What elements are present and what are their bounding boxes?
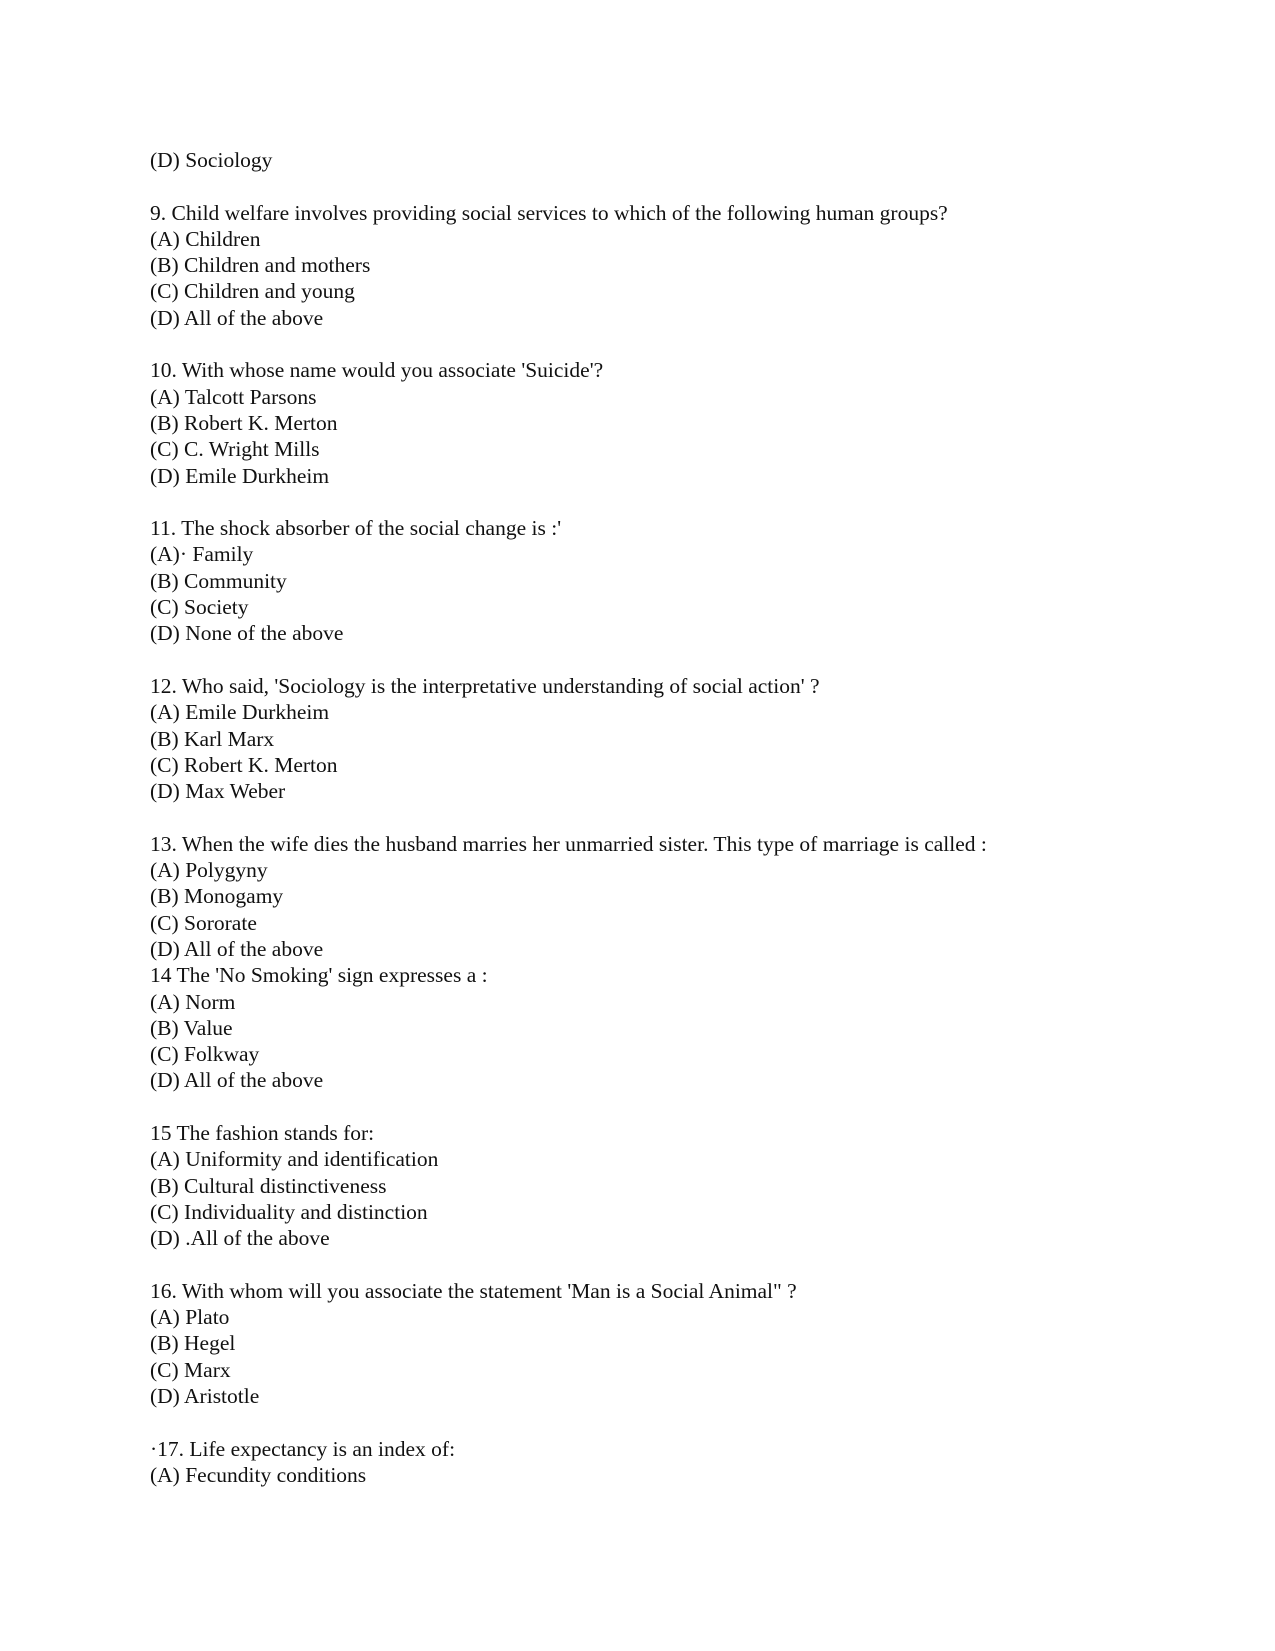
option-b-q15: (B) Cultural distinctiveness <box>150 1173 387 1198</box>
spacer <box>150 1094 1230 1120</box>
option-a-q12: (A) Emile Durkheim <box>150 700 330 725</box>
option-a-q9: (A) Children <box>150 226 261 251</box>
option-a-q16: (A) Plato <box>150 1305 230 1330</box>
spacer <box>150 1409 1230 1435</box>
document-page <box>150 147 1230 1488</box>
option-c-q16: (C) Marx <box>150 1357 231 1382</box>
question-9: 9. Child welfare involves providing social services to which of the following human groups? <box>150 200 948 225</box>
option-d-q15: (D) .All of the above <box>150 1226 330 1251</box>
option-a-q17: (A) Fecundity conditions <box>150 1462 367 1487</box>
option-c-q11: (C) Society <box>150 595 249 620</box>
option-d-q12: (D) Max Weber <box>150 779 286 804</box>
spacer <box>150 173 1230 199</box>
option-d-q8: (D) Sociology <box>150 148 273 172</box>
question-10: 10. With whose name would you associate 'Suicide'? <box>150 358 604 383</box>
option-a-q11: (A)· Family <box>150 542 254 567</box>
question-17: ·17. Life expectancy is an index of: <box>150 1436 456 1461</box>
option-d-q14: (D) All of the above <box>150 1068 324 1093</box>
spacer <box>150 804 1230 830</box>
question-14: 14 The 'No Smoking' sign expresses a : <box>150 963 488 988</box>
option-b-q16: (B) Hegel <box>150 1331 236 1356</box>
option-b-q9: (B) Children and mothers <box>150 253 371 278</box>
question-15: 15 The fashion stands for: <box>150 1120 375 1145</box>
question-13: 13. When the wife dies the husband marries her unmarried sister. This type of marriage is called : <box>150 831 987 856</box>
option-c-q13: (C) Sororate <box>150 910 257 935</box>
option-b-q13: (B) Monogamy <box>150 884 284 909</box>
option-a-q15: (A) Uniformity and identification <box>150 1147 439 1172</box>
option-c-q10: (C) C. Wright Mills <box>150 437 320 462</box>
spacer <box>150 489 1230 515</box>
option-a-q14: (A) Norm <box>150 989 236 1014</box>
spacer <box>150 331 1230 357</box>
option-b-q14: (B) Value <box>150 1015 233 1040</box>
question-11: 11. The shock absorber of the social change is :' <box>150 516 562 541</box>
option-b-q10: (B) Robert K. Merton <box>150 410 338 435</box>
option-a-q13: (A) Polygyny <box>150 858 268 883</box>
option-d-q9: (D) All of the above <box>150 305 324 330</box>
question-16: 16. With whom will you associate the statement 'Man is a Social Animal" ? <box>150 1278 797 1303</box>
option-d-q16: (D) Aristotle <box>150 1383 260 1408</box>
option-d-q13: (D) All of the above <box>150 936 324 961</box>
spacer <box>150 1251 1230 1277</box>
option-d-q11: (D) None of the above <box>150 621 344 646</box>
option-b-q12: (B) Karl Marx <box>150 726 275 751</box>
option-c-q15: (C) Individuality and distinction <box>150 1199 428 1224</box>
option-c-q9: (C) Children and young <box>150 279 355 304</box>
option-c-q14: (C) Folkway <box>150 1042 260 1067</box>
option-b-q11: (B) Community <box>150 568 287 593</box>
question-12: 12. Who said, 'Sociology is the interpretative understanding of social action' ? <box>150 673 820 698</box>
option-d-q10: (D) Emile Durkheim <box>150 463 330 488</box>
spacer <box>150 647 1230 673</box>
option-a-q10: (A) Talcott Parsons <box>150 384 317 409</box>
option-c-q12: (C) Robert K. Merton <box>150 752 338 777</box>
